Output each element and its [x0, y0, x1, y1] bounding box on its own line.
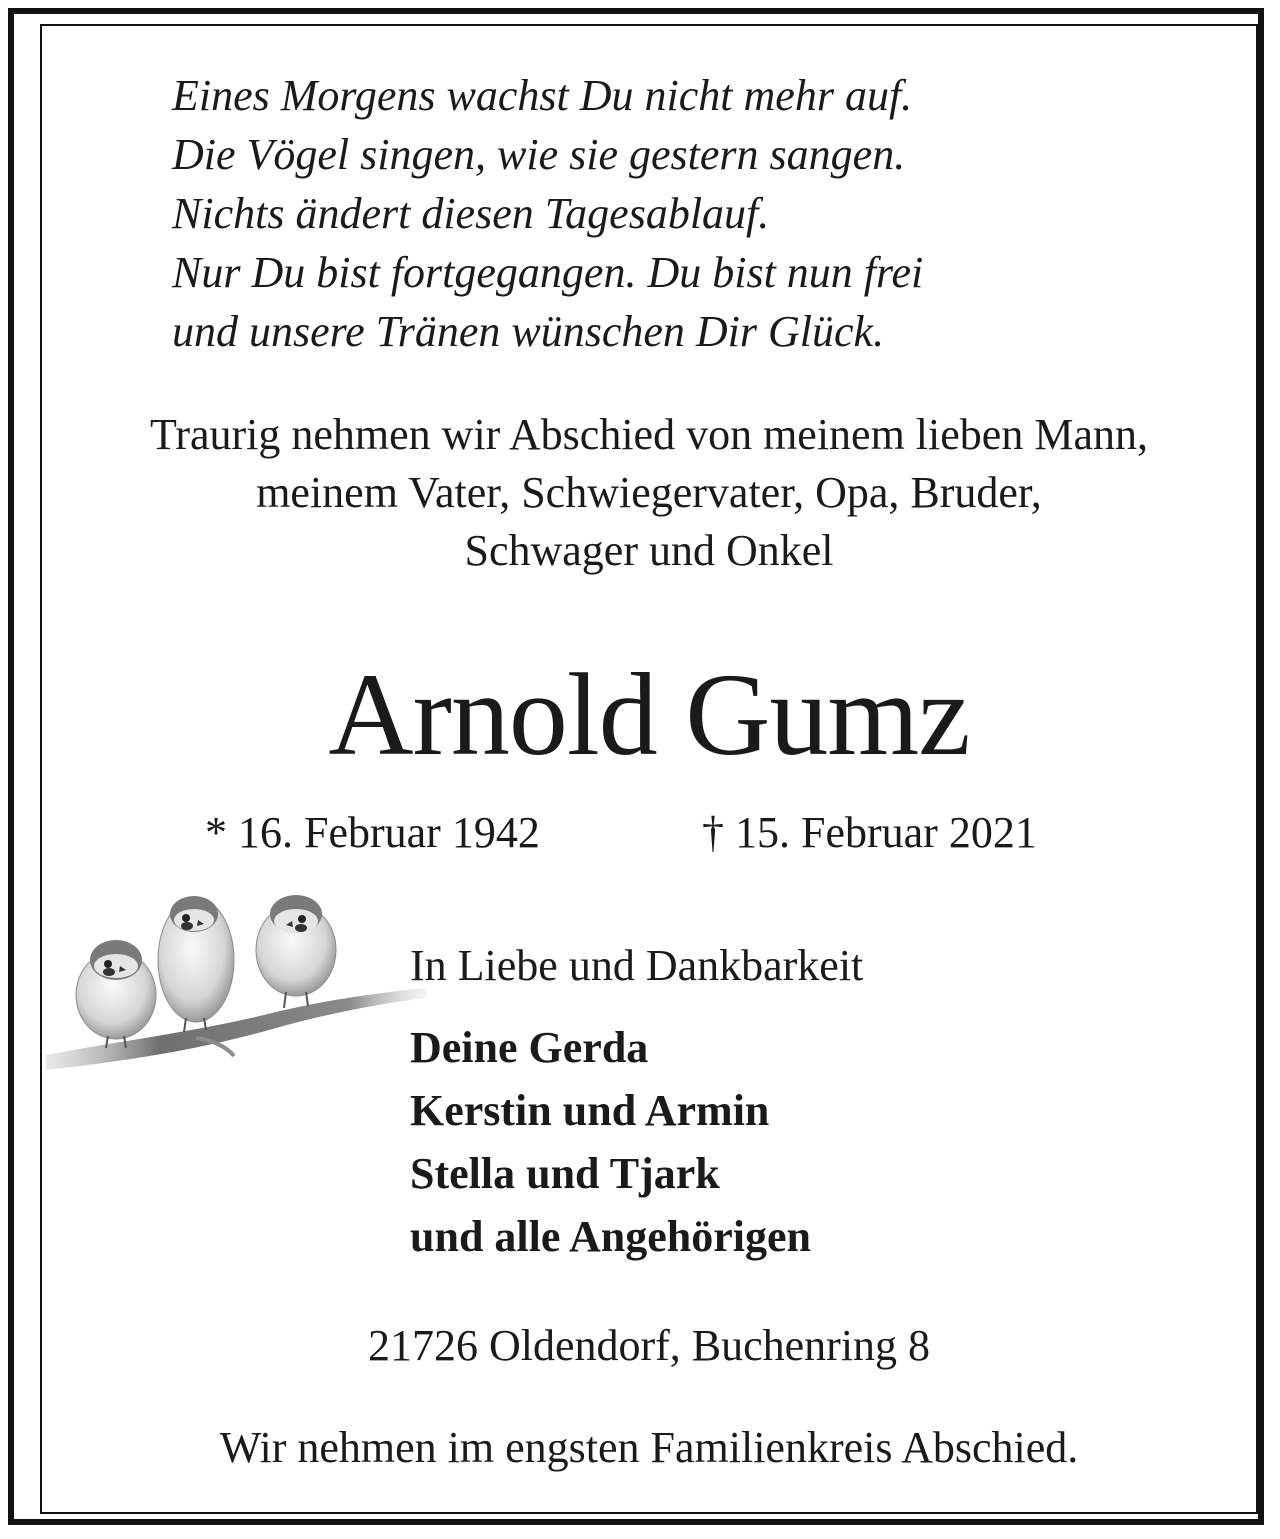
poem-line: Die Vögel singen, wie sie gestern sangen.	[172, 130, 906, 179]
intro-text	[40, 406, 1258, 580]
poem-line: Nur Du bist fortgegangen. Du bist nun frei	[172, 248, 924, 297]
intro-line: Schwager und Onkel	[464, 526, 834, 575]
deceased-name: Arnold Gumz	[328, 649, 970, 780]
poem-line: Nichts ändert diesen Tagesablauf.	[172, 189, 770, 238]
address: 21726 Oldendorf, Buchenring 8	[367, 1321, 931, 1370]
mourners-list	[410, 1016, 811, 1268]
poem	[172, 66, 923, 361]
death-date: † 15. Februar 2021	[702, 808, 1037, 857]
mourner-name: Kerstin und Armin	[410, 1086, 770, 1135]
poem-line: und unsere Tränen wünschen Dir Glück.	[172, 307, 885, 356]
closing-note: Wir nehmen im engsten Familienkreis Abschied.	[219, 1423, 1079, 1472]
poem-line: Eines Morgens wachst Du nicht mehr auf.	[172, 71, 913, 120]
intro-line: Traurig nehmen wir Abschied von meinem lieben Mann,	[150, 410, 1148, 459]
mourner-name: Deine Gerda	[410, 1023, 649, 1072]
mourners-heading: In Liebe und Dankbarkeit	[410, 941, 864, 990]
sparrows-icon	[46, 880, 426, 1100]
mourner-name: und alle Angehörigen	[410, 1212, 811, 1261]
intro-line: meinem Vater, Schwiegervater, Opa, Bruder,	[256, 468, 1042, 517]
birth-date: * 16. Februar 1942	[205, 808, 540, 857]
mourner-name: Stella und Tjark	[410, 1149, 720, 1198]
